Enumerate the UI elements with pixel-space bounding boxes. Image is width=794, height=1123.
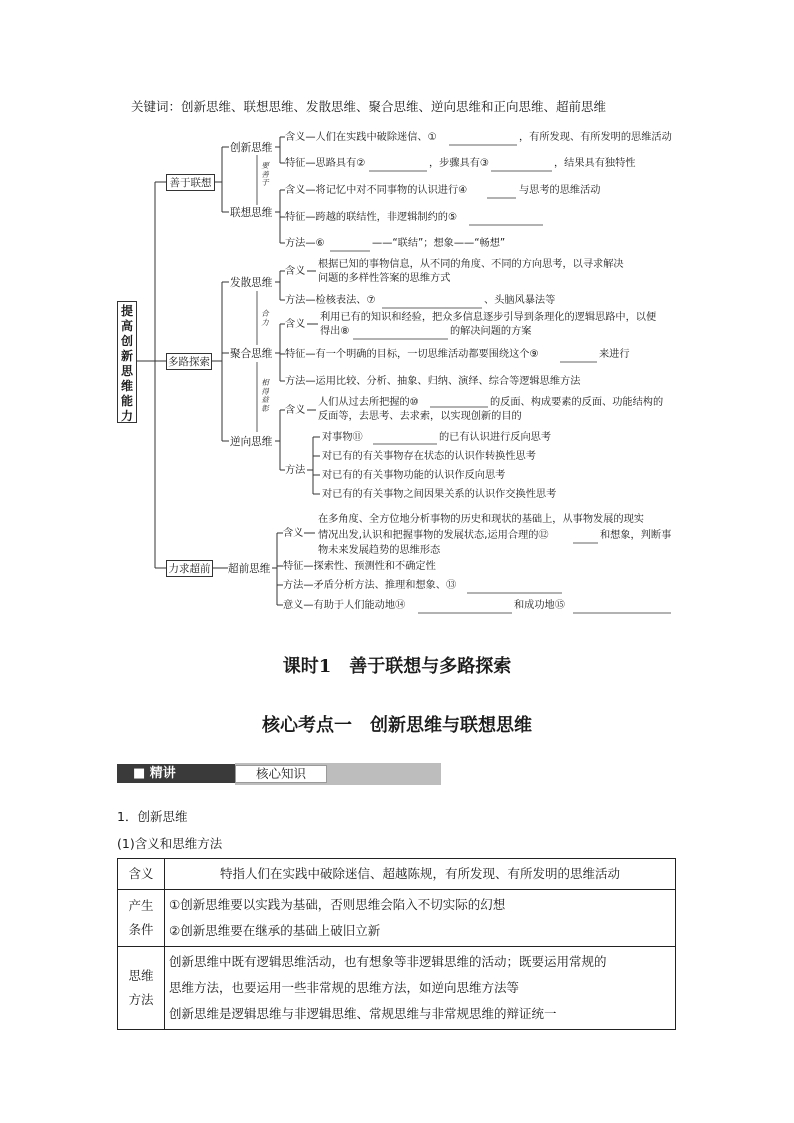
- innov-feature: 特征—思路具有②: [285, 158, 366, 169]
- node-advance-thinking: 超前思维: [228, 563, 271, 575]
- table-row: [118, 859, 676, 890]
- innov-feature: ，步骤具有③: [429, 158, 490, 169]
- adv-definition: 情况出发,认识和把握事物的发展状态,运用合理的⑫: [318, 530, 549, 541]
- table-head-cell: 思维 方法: [118, 947, 165, 1030]
- rev-definition: 的反面、构成要素的反面、功能结构的: [490, 397, 664, 408]
- table-row: [118, 947, 676, 1030]
- adv-definition: 物未来发展趋势的思维形态: [318, 545, 441, 556]
- adv-meaning: 和成功地⑮: [514, 600, 565, 611]
- table-head-cell: 产生 条件: [118, 890, 165, 947]
- rev-method-label: 方法: [285, 465, 306, 476]
- core-point-title: 核心考点一 创新思维与联想思维: [262, 715, 532, 736]
- root-char: 维: [120, 379, 133, 393]
- banner-tab: 核心知识: [235, 765, 327, 783]
- rev-definition: 反面等，去思考、去求索，以实现创新的目的: [318, 411, 522, 422]
- table-body-cell: ①创新思维要以实践为基础，否则思维会陷入不切实际的幻想 ②创新思维要在继承的基础上破旧立新: [165, 890, 676, 947]
- div-definition: 问题的多样性答案的思维方式: [318, 273, 451, 284]
- adv-definition: 在多角度、全方位地分析事物的历史和现状的基础上，从事物发展的现实: [318, 514, 644, 525]
- group-box-advance: 力求超前: [166, 560, 213, 577]
- group-box-exploration: 多路探索: [166, 353, 212, 370]
- table-row: [118, 890, 676, 947]
- connector-label: 要 善 于: [261, 161, 269, 187]
- con-feature: 特征—有一个明确的目标，一切思维活动都要围绕这个⑨: [285, 349, 539, 360]
- root-node: [117, 301, 137, 423]
- connector-label: 相 得 益 彰: [261, 378, 269, 413]
- root-char: 能: [120, 394, 133, 408]
- banner-tab-bar: [235, 763, 441, 785]
- group-box-association: 善于联想: [166, 174, 215, 191]
- rev-def-label: 含义: [285, 405, 306, 416]
- adv-meaning: 意义—有助于人们能动地⑭: [283, 600, 406, 611]
- knowledge-table: [117, 858, 676, 1030]
- rev-method-item: 对已有的有关事物之间因果关系的认识作交换性思考: [322, 489, 557, 500]
- banner-label: ■ 精讲: [117, 764, 235, 783]
- con-definition: 得出⑧: [320, 326, 350, 337]
- assoc-feature: 特征—跨越的联结性，非逻辑制约的⑤: [285, 212, 458, 223]
- rev-method-item: 的已有认识进行反向思考: [439, 432, 552, 443]
- root-char: 提: [120, 304, 133, 318]
- node-reverse-thinking: 逆向思维: [230, 436, 273, 448]
- root-char: 高: [120, 319, 133, 333]
- rev-method-item: 对已有的有关事物存在状态的认识作转换性思考: [322, 451, 536, 462]
- adv-definition: 和想象，判断事: [600, 530, 672, 541]
- con-method: 方法—运用比较、分析、抽象、归纳、演绎、综合等逻辑思维方法: [285, 376, 581, 387]
- adv-feature: 特征—探索性、预测性和不确定性: [283, 561, 436, 572]
- assoc-method: ——“联结”；想象——“畅想”: [372, 238, 506, 249]
- root-char: 新: [120, 349, 133, 363]
- rev-method-item: 对已有的有关事物功能的认识作反向思考: [322, 470, 506, 481]
- section-banner: [117, 763, 431, 785]
- con-def-label: 含义: [285, 319, 306, 330]
- subsection-heading: (1)含义和思维方法: [117, 836, 223, 851]
- con-definition: 利用已有的知识和经验，把众多信息逐步引导到条理化的逻辑思路中，以便: [320, 312, 657, 323]
- table-head-cell: 含义: [118, 859, 165, 890]
- innov-feature: ，结果具有独特性: [554, 158, 636, 169]
- adv-method: 方法—矛盾分析方法、推理和想象、⑬: [283, 580, 457, 591]
- div-method: 方法—检核表法、⑦: [285, 295, 376, 306]
- rev-method-item: 对事物⑪: [322, 432, 363, 443]
- node-associative-thinking: 联想思维: [230, 207, 273, 219]
- con-feature: 来进行: [599, 349, 630, 360]
- node-convergent-thinking: 聚合思维: [230, 348, 273, 360]
- keywords-line: 关键词：创新思维、联想思维、发散思维、聚合思维、逆向思维和正向思维、超前思维: [131, 99, 607, 114]
- connector-label: 合 力: [261, 309, 269, 327]
- assoc-definition: 与思考的思维活动: [519, 185, 601, 196]
- node-innovative-thinking: 创新思维: [230, 142, 273, 154]
- div-method: 、头脑风暴法等: [484, 295, 556, 306]
- con-definition: 的解决问题的方案: [450, 326, 532, 337]
- root-char: 创: [120, 334, 133, 348]
- innov-definition-end: ，有所发现、有所发明的思维活动: [519, 132, 672, 143]
- section-heading: 1．创新思维: [117, 809, 188, 824]
- assoc-method: 方法—⑥: [285, 238, 325, 249]
- div-definition: 根据已知的事物信息，从不同的角度、不同的方向思考，以寻求解决: [318, 259, 624, 270]
- adv-def-label: 含义: [283, 528, 304, 539]
- root-char: 思: [120, 364, 133, 378]
- table-body-cell: 特指人们在实践中破除迷信、超越陈规，有所发现、有所发明的思维活动: [165, 859, 676, 890]
- div-def-label: 含义: [285, 266, 306, 277]
- root-char: 力: [120, 409, 133, 423]
- table-body-cell: 创新思维中既有逻辑思维活动，也有想象等非逻辑思维的活动；既要运用常规的 思维方法，也要运用一些非常规的思维方法，如逆向思维方法等 创新思维是逻辑思维与非逻辑思维、常规思维与非常规思维的辩证统一: [165, 947, 676, 1030]
- rev-definition: 人们从过去所把握的⑩: [318, 397, 419, 408]
- node-divergent-thinking: 发散思维: [230, 277, 273, 289]
- assoc-definition: 含义—将记忆中对不同事物的认识进行④: [285, 185, 468, 196]
- lesson-title: 课时1 善于联想与多路探索: [282, 656, 512, 677]
- innov-definition: 含义—人们在实践中破除迷信、①: [285, 132, 437, 143]
